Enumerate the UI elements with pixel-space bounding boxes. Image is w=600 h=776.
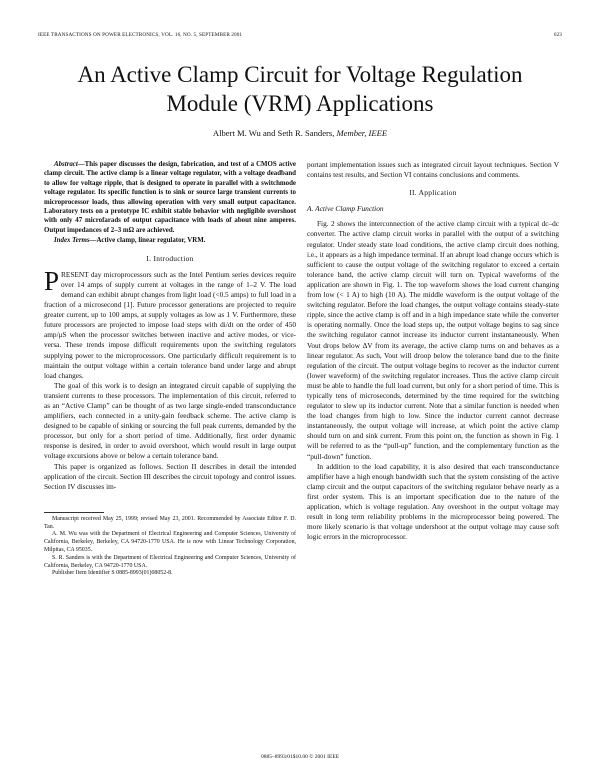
- index-terms-label: Index Terms—: [54, 237, 97, 245]
- intro-paragraph-1: [44, 265, 296, 381]
- index-terms-text: Active clamp, linear regulator, VRM.: [96, 237, 206, 245]
- section-heading-application: II. Application: [409, 188, 457, 198]
- left-column: [44, 160, 296, 578]
- paper-title: [0, 60, 600, 118]
- application-paragraph-1: Fig. 2 shows the interconnection of the active clamp circuit with a typical dc–dc converter. The active clamp circuit works in parallel with the output of a switching regulator. Under steady state load conditions, the active clamp circuit does nothing, i.e., it appears as a high impedance terminal. If an abrupt load change occurs which is sufficient to cause the output voltage of the switching regulator to exceed a certain tolerance band, the active clamp circuit will turn on. Typical waveforms of the application are shown in Fig. 1. The top waveform shows the load current changing from low (< 1 A) to high (10 A). The middle waveform is the output voltage of the switching regulator. Before the load changes, the output voltage contains steady-state ripple, since the active clamp is off and in a high impedance state while the converter is operating normally. Once the load steps up, the output voltage begins to sag since the switching regulator cannot increase its inductor current instantaneously. When Vout drops below ΔV from its average, the active clamp turns on and behaves as a linear regulator. As such, Vout will droop below the tolerance band due to the finite regulation of the circuit. The output voltage begins to recover as the inductor current (lower waveform) of the switching regulator increases. Thus the active clamp circuit must be able to handle the full load current, but only for a short period of time. This is typically tens of microseconds, determined by the time required for the switching regulator to slew up its inductor current. Note that a similar function is needed when the load changes from high to low. Since the inductor current cannot decrease instantaneously, the output voltage will increase, at which point the active clamp should turn on and sink current. From this point on, the function as shown in Fig. 1 will be referred to as the “pull-up” function, and the complementary function as the “pull-down” function.: [307, 219, 559, 461]
- subsection-heading-active-clamp: A. Active Clamp Function: [307, 204, 384, 214]
- title-line-1: An Active Clamp Circuit for Voltage Regulation: [77, 62, 523, 87]
- footnote-author-sanders: S. R. Sanders is with the Department of Electrical Engineering and Computer Sciences, University of California, Berkeley, CA 94720-1770 USA.: [44, 554, 296, 569]
- drop-cap: P: [44, 265, 60, 296]
- abstract-text: This paper discusses the design, fabrication, and test of a CMOS active clamp circuit. The active clamp is a linear voltage regulator, with a voltage deadband to allow for voltage ripple, that is designed to operate in parallel with a switchmode voltage regulator. Its specific function is to sink or source large transient currents to microprocessor loads, thus allowing operation with very small output capacitance. Laboratory tests on a prototype IC exhibit stable behavior with negligible overshoot with only 47 microfarads of output capacitance with loads of about nine amperes. Output impedances of 2–3 mΩ are achieved.: [44, 161, 296, 234]
- intro-paragraph-2: The goal of this work is to design an integrated circuit capable of supplying the transient currents to these processors. The implementation of this circuit, referred to as an “Active Clamp” can be thought of as two large single-ended transconductance amplifiers, each connected in a unity-gain feedback scheme. The active clamp is designed to be capable of sinking or sourcing the full peak currents, demanded by the processor, but only for a short period of time. Additionally, first order dynamic response is desired, in order to avoid overshoot, which would result in large output voltage excursions above or below a certain tolerance band.: [44, 380, 296, 461]
- index-terms: [44, 236, 296, 245]
- intro-paragraph-3: This paper is organized as follows. Section II describes in detail the intended application of the circuit. Section III describes the circuit topology and control issues. Section IV discusses im-: [44, 461, 296, 491]
- author-names: Albert M. Wu and Seth R. Sanders,: [212, 128, 337, 138]
- running-header: [38, 32, 562, 38]
- abstract: [44, 160, 296, 235]
- author-membership: Member, IEEE: [336, 128, 388, 138]
- page-number: 623: [553, 32, 562, 38]
- footnote-author-wu: A. M. Wu was with the Department of Electrical Engineering and Computer Sciences, University of California, Berkeley, Berkeley, CA 94720-1770 USA. He is now with Linear Technology Corporation, Milpitas, CA 95035.: [44, 531, 296, 553]
- journal-name: IEEE TRANSACTIONS ON POWER ELECTRONICS, VOL. 16, NO. 5, SEPTEMBER 2001: [38, 32, 243, 38]
- section-heading-introduction: I. Introduction: [146, 253, 194, 263]
- title-line-2: Module (VRM) Applications: [166, 91, 434, 116]
- abstract-label: Abstract—: [54, 161, 85, 168]
- copyright-footer: 0885–8993/01$10.00 © 2001 IEEE: [260, 754, 340, 760]
- author-line: [0, 128, 600, 138]
- intro-continuation: portant implementation issues such as integrated circuit layout techniques. Section V contains test results, and Section VI contains conclusions and comments.: [307, 160, 559, 180]
- intro-paragraph-1-text: RESENT day microprocessors such as the Intel Pentium series devices require over 14 amps of supply current at voltages in the range of 1–2 V. The load demand can exhibit abrupt changes from light load (<0.5 amps) to full load in a fraction of a microsecond [1]. Future processor generations are projected to require greater current, up to 100 amps, at supply voltages as low as 1 V. Furthermore, these future processors are projected to impose load steps with di/dt on the order of 450 amp/μS when the processor switches between inactive and active modes, or vice-versa. These trends impose difficult requirements upon the switching regulators supplying power to the microprocessors. One particularly difficult requirement is to maintain the output voltage within a certain tolerance band under large and abrupt load changes.: [44, 269, 296, 380]
- right-column: [307, 160, 559, 542]
- footnote-received: Manuscript received May 25, 1999; revised May 23, 2001. Recommended by Associate Editor F. D. Tan.: [44, 515, 296, 530]
- footnote-rule: [44, 512, 104, 513]
- footnote-publisher-id: Publisher Item Identifier S 0885-8993(01)08052-8.: [52, 570, 173, 577]
- application-paragraph-2: In addition to the load capability, it is also desired that each transconductance amplifier have a high enough bandwidth such that the system consisting of the active clamp circuit and the output capacitors of the switching regulator behave nearly as a first order system. This is an important specification due to the nature of the application, which is voltage regulation. Any overshoot in the output voltage may result in long term reliability problems in the microprocessor being powered. The more likely scenario is that voltage undershoot at the output voltage may cause soft logic errors in the microprocessor.: [307, 461, 559, 542]
